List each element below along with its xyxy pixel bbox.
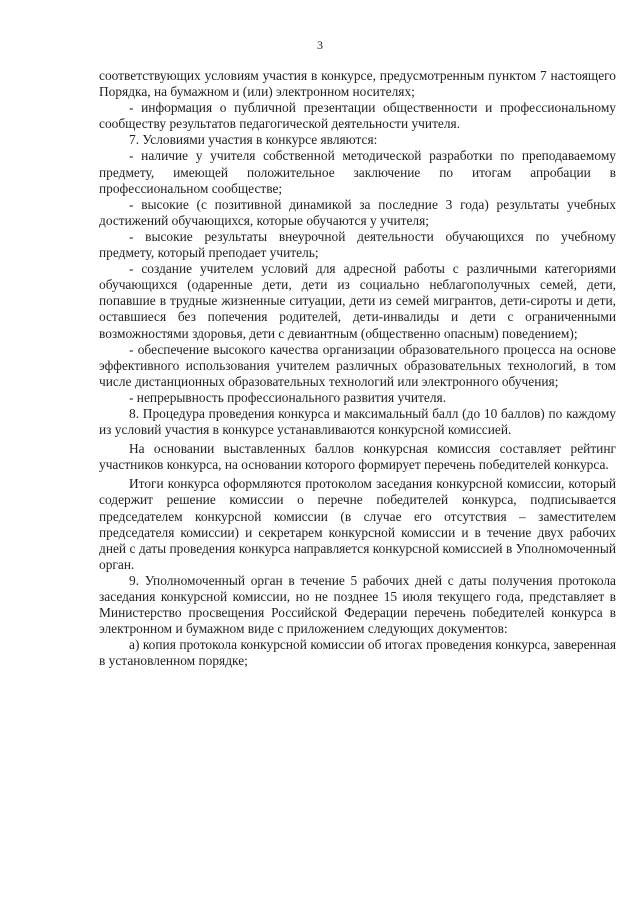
condition-learning-results: - высокие (с позитивной динамикой за последние 3 года) результаты учебных достижений обучающихся, которые обучаются у учителя; [99,196,616,228]
page-number: 3 [317,38,323,52]
condition-professional-development: - непрерывность профессионального развития учителя. [129,389,447,405]
section-7-heading: 7. Условиями участия в конкурсе являются: [129,132,378,148]
condition-targeted-work: - создание учителем условий для адресной работы с различными категориями обучающихся (одаренные дети, дети из социально неблагополучных семей, дети, попавшие в трудные жизненные ситуации, дети из семей мигрантов, дети-сироты и дети, оставшиеся без попечения родителей, дети-инвалиды и дети с ограниченными возможностями здоровья, дети с девиантным (общественно опасным) поведением); [99,261,616,341]
condition-extracurricular-results: - высокие результаты внеурочной деятельности обучающихся по учебному предмету, который преподает учитель; [99,228,616,261]
condition-methodical-development: - наличие у учителя собственной методической разработки по преподаваемому предмету, имеющей положительное заключение по итогам апробации в профессиональном сообществе; [99,148,616,196]
condition-education-quality: - обеспечение высокого качества организации образовательного процесса на основе эффективного использования учителем различных образовательных технологий, в том числе дистанционных образовательных технологий или электронного обучения; [99,341,616,389]
document-body [99,68,616,669]
paragraph-presentation-info: - информация о публичной презентации общественности и профессиональному сообществу результатов педагогической деятельности учителя. [99,100,616,132]
paragraph-rating: На основании выставленных баллов конкурсная комиссия составляет рейтинг участников конкурса, на основании которого формирует перечень победителей конкурса. [99,441,616,473]
item-a-protocol-copy: а) копия протокола конкурсной комиссии об итогах проведения конкурса, заверенная в установленном порядке; [99,637,616,669]
paragraph-continuation: соответствующих условиям участия в конкурсе, предусмотренным пунктом 7 настоящего Порядка, на бумажном и (или) электронном носителях; [99,68,616,100]
section-8-procedure: 8. Процедура проведения конкурса и максимальный балл (до 10 баллов) по каждому из условий участия в конкурсе устанавливаются конкурсной комиссией. [99,405,616,438]
section-9-authorized-body: 9. Уполномоченный орган в течение 5 рабочих дней с даты получения протокола заседания конкурсной комиссии, но не позднее 15 июля текущего года, представляет в Министерство просвещения Российской Федерации перечень победителей конкурса в электронном и бумажном виде с приложением следующих документов: [99,572,616,637]
paragraph-results-protocol: Итоги конкурса оформляются протоколом заседания конкурсной комиссии, который содержит решение комиссии о перечне победителей конкурса, подписывается председателем конкурсной комиссии (в случае его отсутствия – заместителем председателя комиссии) и секретарем конкурсной комиссии и в течение двух рабочих дней с даты проведения конкурса направляется конкурсной комиссией в Уполномоченный орган. [99,476,616,572]
